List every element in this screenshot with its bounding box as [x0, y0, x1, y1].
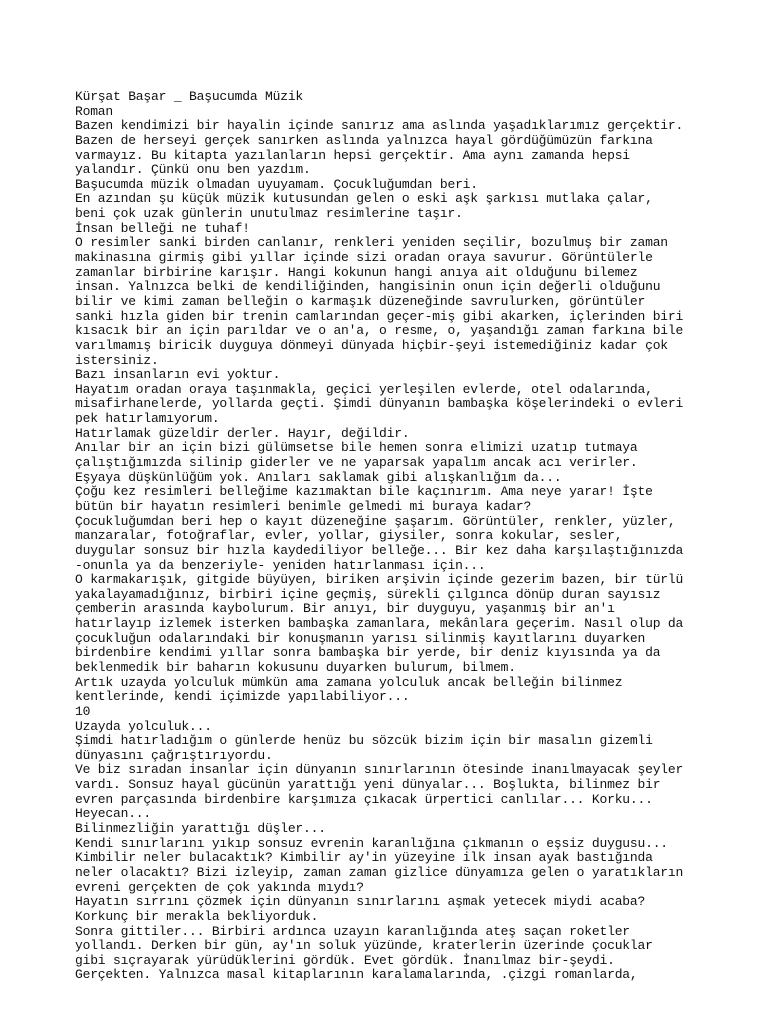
text-line: Roman — [75, 103, 114, 119]
text-line: -onunla ya da benzeriyle- yeniden hatırlanması için... — [75, 557, 486, 573]
text-line: çocukluğun odalarındaki bir konuşmanın yarısı silinmiş kayıtlarını duyarken — [75, 630, 646, 646]
text-line: sanki hızla giden bir trenin camlarından geçer-miş gibi akarken, içlerinden biri — [75, 308, 684, 324]
text-line: misafirhanelerde, yollarda geçti. Şimdi dünyanın bambaşka köşelerindeki o evleri — [75, 396, 684, 412]
text-line: yakalayamadığınız, birbiri içine geçmiş, sürekli çılgınca dönüp duran sayısız — [75, 586, 661, 602]
text-line: vardı. Sonsuz hayal gücünün yarattığı yeni dünyalar... Boşlukta, bilinmez bir — [75, 777, 661, 793]
text-line: Gerçekten. Yalnızca masal kitaplarının karalamalarında, .çizgi romanlarda, — [75, 967, 638, 983]
text-line: pek hatırlamıyorum. — [75, 411, 220, 427]
text-line: Ve biz sıradan insanlar için dünyanın sınırlarının ötesinde inanılmayacak şeyler — [75, 762, 684, 778]
text-line: neler olacaktı? Bizi izleyip, zaman zaman gizlice dünyamıza gelen o yaratıkların — [75, 864, 684, 880]
text-line: Kimbilir neler bulacaktık? Kimbilir ay'in yüzeyine ilk insan ayak bastığında — [75, 850, 653, 866]
text-line: Çoğu kez resimleri belleğime kazımaktan bile kaçınırım. Ama neye yarar! İşte — [75, 484, 653, 500]
text-line: Eşyaya düşkünlüğüm yok. Anıları saklamak gibi alışkanlığım da... — [75, 469, 562, 485]
text-line: Hayatım oradan oraya taşınmakla, geçici yerleşilen evlerde, otel odalarında, — [75, 381, 653, 397]
text-line: Bilinmezliğin yarattığı düşler... — [75, 821, 326, 837]
text-line: dünyasını çağrıştırıyordu. — [75, 747, 273, 763]
text-line: Hayatın sırrını çözmek için dünyanın sınırlarını aşmak yetecek miydi acaba? — [75, 894, 646, 910]
text-line: hatırlayıp izlemek isterken bambaşka zamanlara, mekânlara geçerim. Nasıl olup da — [75, 616, 684, 632]
text-line: bütün bir hayatın resimleri benimle gelmedi mi buraya kadar? — [75, 498, 532, 514]
text-line: O karmakarışık, gitgide büyüyen, biriken arşivin içinde gezerim bazen, bir türlü — [75, 572, 684, 588]
text-line: Bazen kendimizi bir hayalin içinde sanırız ama aslında yaşadıklarımız gerçektir. — [75, 118, 684, 134]
text-line: bilir ve kimi zaman belleğin o karmaşık düzeneğinde savrulurken, görüntüler — [75, 293, 646, 309]
text-line: yollandı. Derken bir gün, ay'ın soluk yüzünde, kraterlerin üzerinde çocuklar — [75, 938, 653, 954]
text-line: Kürşat Başar _ Başucumda Müzik — [75, 89, 304, 104]
text-line: Heyecan... — [75, 806, 152, 822]
text-line: istersiniz. — [75, 352, 159, 368]
text-line: Kendi sınırlarını yıkıp sonsuz evrenin karanlığına çıkmanın o eşsiz duygusu... — [75, 835, 668, 851]
document-page — [75, 90, 755, 983]
text-line: varmayız. Bu kitapta yazılanların hepsi gerçektir. Ama aynı zamanda hepsi — [75, 147, 630, 163]
text-line: Başucumda müzik olmadan uyuyamam. Çocukluğumdan beri. — [75, 176, 478, 192]
text-line: İnsan belleği ne tuhaf! — [75, 220, 250, 236]
text-line: insan. Yalnızca belki de kendiliğinden, hangisinin onun için değerli olduğunu — [75, 279, 661, 295]
text-line: Hatırlamak güzeldir derler. Hayır, değildir. — [75, 425, 410, 441]
text-line: çalıştığımızda silinip giderler ve ne yaparsak yapalım ancak acı verirler. — [75, 455, 638, 471]
text-line: manzaralar, fotoğraflar, evler, yollar, giysiler, sonra kokular, sesler, — [75, 528, 623, 544]
text-line: beklenmedik bir baharın kokusunu duyarken bulurum, bilmem. — [75, 659, 516, 675]
text-line: Uzayda yolculuk... — [75, 718, 212, 734]
text-line: yalandır. Çünkü onu ben yazdım. — [75, 162, 311, 178]
text-line: çemberin arasında kaybolurum. Bir anıyı, bir duyguyu, yaşanmış bir an'ı — [75, 601, 615, 617]
text-line: Artık uzayda yolculuk mümkün ama zamana yolculuk ancak belleğin bilinmez — [75, 674, 623, 690]
text-line: kentlerinde, kendi içimizde yapılabiliyor... — [75, 689, 410, 705]
text-line: gibi sıçrayarak yürüdüklerini gördük. Evet gördük. İnanılmaz bir-şeydi. — [75, 952, 615, 968]
text-line: varılmamış biricik duyguya dönmeyi dünyada hiçbir-şeyi istemediğiniz kadar çok — [75, 337, 668, 353]
text-line: Bazen de herseyi gerçek sanırken aslında yalnızca hayal gördüğümüzün farkına — [75, 132, 653, 148]
text-line: zamanlar birbirine karışır. Hangi kokunun hangi anıya ait olduğunu bilemez — [75, 264, 638, 280]
text-line: Anılar bir an için bizi gülümsetse bile hemen sonra elimizi uzatıp tutmaya — [75, 440, 638, 456]
text-line: makinasına girmiş gibi yıllar içinde sizi oradan oraya savurur. Görüntülerle — [75, 250, 653, 266]
text-line: evreni gerçekten de çok yakında mıydı? — [75, 879, 364, 895]
text-line: Şimdi hatırladığım o günlerde henüz bu sözcük bizim için bir masalın gizemli — [75, 733, 653, 749]
text-line: Korkunç bir merakla bekliyorduk. — [75, 908, 319, 924]
text-line: Çocukluğumdan beri hep o kayıt düzeneğine şaşarım. Görüntüler, renkler, yüzler, — [75, 513, 676, 529]
text-line: kısacık bir an için parıldar ve o an'a, o resme, o, yaşandığı zaman farkına bile — [75, 323, 684, 339]
text-line: Sonra gittiler... Birbiri ardınca uzayın karanlığında ateş saçan roketler — [75, 923, 630, 939]
text-line: Bazı insanların evi yoktur. — [75, 367, 281, 383]
text-line: evren parçasında birdenbire karşımıza çıkacak ürpertici canlılar... Korku... — [75, 791, 653, 807]
text-line: O resimler sanki birden canlanır, renkleri yeniden seçilir, bozulmuş bir zaman — [75, 235, 668, 251]
text-line: beni çok uzak günlerin unutulmaz resimlerine taşır. — [75, 206, 463, 222]
text-line: En azından şu küçük müzik kutusundan gelen o eski aşk şarkısı mutlaka çalar, — [75, 191, 653, 207]
text-line: birdenbire kendimi yıllar sonra bambaşka bir yerde, bir deniz kıyısında ya da — [75, 645, 661, 661]
text-line: 10 — [75, 703, 91, 719]
text-line: duygular sonsuz bir hızla kaydediliyor belleğe... Bir kez daha karşılaştığınızda — [75, 542, 684, 558]
